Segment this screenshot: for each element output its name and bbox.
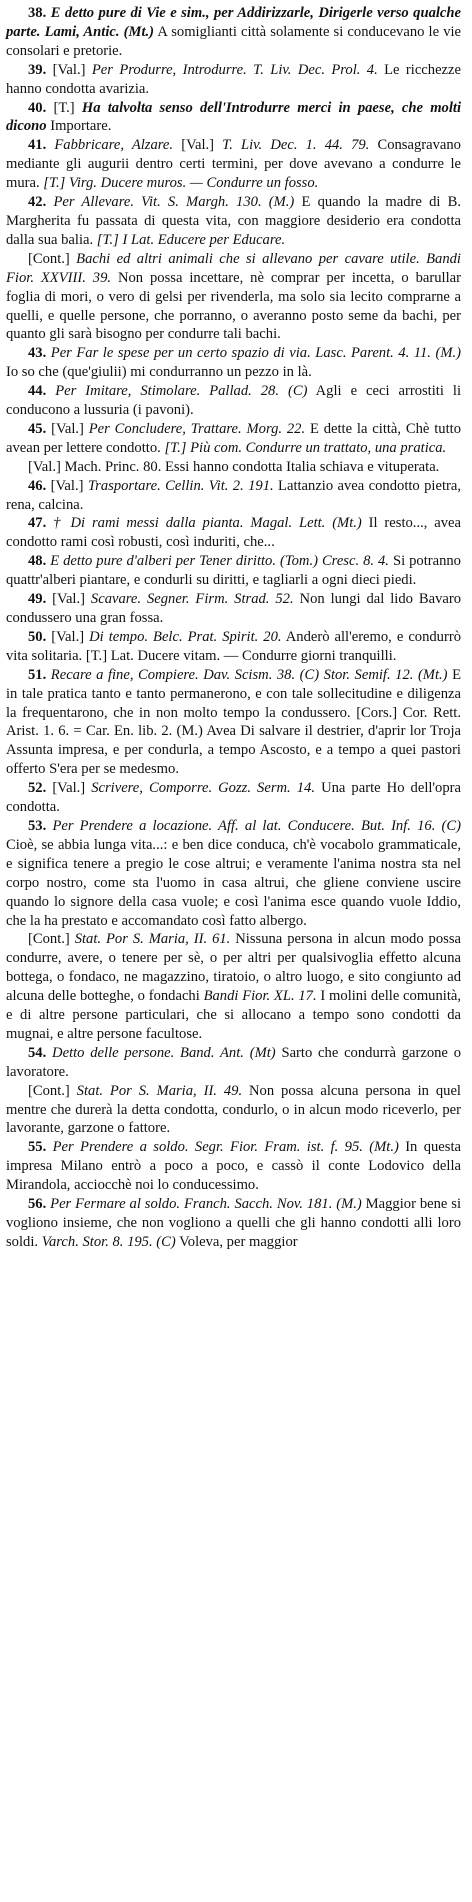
entry-heading: Per Far le spese per un certo spazio di via. Lasc. Parent. 4. 11. (M.)	[50, 345, 461, 362]
entry-heading: Scavare. Segner. Firm. Strad. 52.	[90, 591, 294, 608]
entry-cont-tag: [Cont.]	[28, 1082, 70, 1099]
entry-39	[6, 61, 461, 99]
entry-heading: Per Imitare, Stimolare. Pallad. 28. (C)	[55, 383, 308, 400]
entry-43	[6, 344, 461, 382]
entry-55	[6, 1138, 461, 1195]
entry-body: In questa impresa Milano entrò a poco a poco, e cassò il conte Lodovico della Mirandola, acciocchè noi lo conducessimo.	[6, 1139, 461, 1194]
entry-42	[6, 193, 461, 250]
entry-50	[6, 628, 461, 666]
entry-number: 44.	[28, 383, 47, 400]
entry-body: Maggior bene si vogliono insieme, che non vogliono a quelli che gli hanno condotti alli loro soldi.	[6, 1196, 461, 1250]
entry-cont-tag: [Cont.]	[28, 250, 70, 267]
entry-heading: Bachi ed altri animali che si allevano per cavare utile. Bandi Fior. XXVIII. 39.	[6, 250, 461, 286]
entry-body: A somiglianti città solamente si conducevano le vie consolari e pretorie.	[6, 23, 462, 59]
entry-extra: [T.] Lat. Ducere vitam. — Condurre giorni tranquilli.	[85, 647, 397, 664]
entry-extra: [T.] Virg. Ducere muros. — Condurre un fosso.	[43, 175, 319, 192]
entry-heading: Ha talvolta senso dell'Introdurre merci in paese, che molti dicono	[6, 99, 462, 135]
entry-number: 52.	[28, 780, 47, 797]
entry-tag: [Val.]	[52, 591, 85, 608]
entry-body: Consagravano mediante gli augurii dentro certi termini, per dove avevano a condurre le mura.	[6, 137, 461, 192]
entry-heading: Per Prendere a soldo. Segr. Fior. Fram. ist. f. 95. (Mt.)	[52, 1139, 399, 1156]
entry-body: Io so che (que'giulii) mi condurranno un pezzo in là.	[6, 364, 312, 381]
entry-heading: † Di rami messi dalla pianta. Magal. Lett. (Mt.)	[53, 515, 362, 532]
entry-40	[6, 99, 461, 137]
entry-cont-tag: [Cont.]	[28, 931, 70, 948]
entry-heading: E detto pure d'alberi per Tener diritto. (Tom.) Cresc. 8. 4.	[50, 553, 389, 570]
entry-heading: Per Allevare. Vit. S. Margh. 130. (M.)	[53, 194, 295, 211]
entry-41	[6, 136, 461, 193]
entry-heading: Detto delle persone. Band. Ant. (Mt)	[52, 1044, 276, 1061]
entry-tag: [Val.]	[50, 477, 84, 494]
entry-53-cont	[6, 930, 461, 1043]
entry-number: 55.	[28, 1139, 47, 1156]
entry-38	[6, 4, 461, 61]
entry-heading: Per Fermare al soldo. Franch. Sacch. Nov. 181. (M.)	[50, 1196, 362, 1213]
entry-number: 40.	[28, 99, 47, 116]
entry-47	[6, 514, 461, 552]
entry-heading: Per Concludere, Trattare. Morg. 22.	[88, 420, 306, 437]
entry-body: Sarto che condurrà garzone o lavoratore.	[6, 1044, 461, 1080]
entry-45	[6, 420, 461, 458]
entry-body: Anderò all'eremo, e condurrò vita solitaria.	[6, 628, 461, 664]
entry-49	[6, 590, 461, 628]
entry-extra: [T.] I Lat. Educere per Educare.	[96, 231, 286, 248]
entry-number: 43.	[28, 345, 47, 362]
entry-heading: Di tempo. Belc. Prat. Spirit. 20.	[89, 628, 282, 645]
entry-46	[6, 477, 461, 515]
entry-body: Le ricchezze hanno condotta avarizia.	[6, 61, 461, 97]
entry-52	[6, 779, 461, 817]
entry-heading: Scrivere, Comporre. Gozz. Serm. 14.	[91, 780, 315, 797]
entry-tag: [Val.]	[181, 137, 215, 154]
entry-51	[6, 666, 461, 779]
entry-tag: [T.]	[53, 99, 75, 116]
entry-48	[6, 552, 461, 590]
entry-number: 53.	[28, 817, 47, 834]
entry-number: 47.	[28, 515, 47, 532]
entry-body: Il resto..., avea condotto rami così robusti, così induriti, che...	[6, 515, 461, 551]
entry-number: 54.	[28, 1044, 47, 1061]
entry-number: 50.	[28, 628, 47, 645]
entry-54-cont	[6, 1082, 461, 1139]
entry-number: 42.	[28, 194, 47, 211]
entry-number: 41.	[28, 137, 47, 154]
entry-source: T. Liv. Dec. 1. 44. 79.	[222, 137, 370, 154]
entry-heading: Stat. Por S. Maria, II. 49.	[76, 1082, 243, 1099]
entry-body: E in tale pratica tanto e tanto permanerono, e con tale sollecitudine e diligenza la frequentarono, che in non molto tempo la condussero.	[6, 666, 461, 721]
entry-extra: [Cors.] Cor. Rett. Arist. 1. 6. = Car. En. lib. 2. (M.) Avea Di salvare il destrier, d'aprir lor Troja Assunta impresa, e per condurla, a tempo Ascosto, e a tempo a quei pastori offerto S'era per se medesmo.	[6, 704, 461, 778]
entry-body: Importare.	[50, 118, 112, 135]
entry-heading: E detto pure di Vie e sim., per Addirizzarle, Dirigerle verso qualche parte. Lami, Antic. (Mt.)	[6, 5, 462, 40]
entry-body: Nissuna persona in alcun modo possa condurre, avere, o tenere per sè, o per altri per qualsivoglia effetto alcuna bottega, o fondaco, ne magazzino, tiratoio, o altro luogo, e sito congiunto ad alcuna delle botteghe, o fondachi	[6, 931, 461, 1005]
entry-56	[6, 1195, 461, 1252]
entry-heading: Per Produrre, Introdurre. T. Liv. Dec. Prol. 4.	[91, 61, 378, 78]
entry-body: Una parte Ho dell'opra condotta.	[6, 780, 461, 816]
entry-body: E dette la città, Chè tutto avean per lettere condotto.	[6, 420, 461, 456]
entry-body: E quando la madre di B. Margherita fu passata di questa vita, con maggiore desiderio era condotta dalla sua balia.	[6, 194, 461, 248]
entry-body: Lattanzio avea condotto pietra, rena, calcina.	[6, 477, 461, 513]
entry-body-2: I molini delle comunità, e di altre persone particulari, che si allocano a tempo sono condotti da mugnai, e altre persone facultose.	[6, 988, 462, 1042]
entry-extra-2: [Val.] Mach. Princ. 80. Essi hanno condotta Italia schiava e vituperata.	[28, 458, 440, 475]
entry-heading: Fabbricare, Alzare.	[54, 137, 174, 154]
entry-source: Bandi Fior. XL. 17.	[203, 988, 317, 1005]
entry-tag: [Val.]	[51, 420, 84, 437]
entry-number: 51.	[28, 666, 47, 683]
entry-extra: [T.] Più com. Condurre un trattato, una pratica.	[164, 439, 447, 456]
entry-number: 39.	[28, 61, 47, 78]
entry-body: Non possa alcuna persona in quel mentre che durerà la detta condotta, condurlo, o in alcun modo riceverlo, per lavorante, garzone o fattore.	[6, 1082, 461, 1137]
entry-45-extra	[6, 458, 461, 477]
entry-number: 48.	[28, 553, 47, 570]
entry-number: 38.	[28, 5, 47, 21]
entry-53	[6, 817, 461, 930]
entry-heading: Recare a fine, Compiere. Dav. Scism. 38. (C) Stor. Semif. 12. (Mt.)	[50, 666, 448, 683]
entry-source: Varch. Stor. 8. 195. (C)	[41, 1233, 176, 1250]
entry-tag: [Val.]	[51, 628, 85, 645]
entry-body: Non lungi dal lido Bavaro condussero una gran fossa.	[6, 591, 462, 626]
entry-tag: [Val.]	[52, 61, 86, 78]
entry-heading: Stat. Por S. Maria, II. 61.	[74, 931, 231, 948]
entry-body: Agli e ceci arrostiti li conducono a lussuria (i pavoni).	[6, 383, 462, 419]
entry-number: 46.	[28, 477, 47, 494]
entry-42-cont	[6, 250, 461, 345]
entry-body: Non possa incettare, nè comprar per incetta, o barullar foglia di mori, o vero di gelsi per rivenderla, ma solo sia lecito comprarne a quelli, e quelle persone, che porranno, o averanno posto seme da bachi, per quanto gli sarà bisogno per condurre tali bachi.	[6, 269, 461, 343]
entry-body: Cioè, se abbia lunga vita...: e ben dice conduca, ch'è vocabolo grammaticale, e significa tenere a pregio le cose altrui; e veramente l'anima nostra sta nel corpo nostro, come sta l'uomo in casa altrui, che gliene conviene uscire quando lo signore della casa vuole; e così l'anima esce quando vuole Iddio, che la ha prestato e accomandato così fatto albergo.	[6, 836, 461, 929]
entry-heading: Per Prendere a locazione. Aff. al lat. Conducere. But. Inf. 16. (C)	[52, 817, 461, 834]
entry-54	[6, 1044, 461, 1082]
entry-44	[6, 382, 461, 420]
entry-number: 56.	[28, 1196, 47, 1213]
entry-number: 49.	[28, 591, 47, 608]
entry-tag: [Val.]	[52, 780, 86, 797]
entry-body: Si potranno quattr'alberi piantare, e condurli su diritti, e tagliarli a ogni dieci piedi.	[6, 553, 461, 589]
entry-number: 45.	[28, 420, 47, 437]
entry-heading: Trasportare. Cellin. Vit. 2. 191.	[87, 477, 274, 494]
entry-body-2: Voleva, per maggior	[179, 1233, 298, 1250]
